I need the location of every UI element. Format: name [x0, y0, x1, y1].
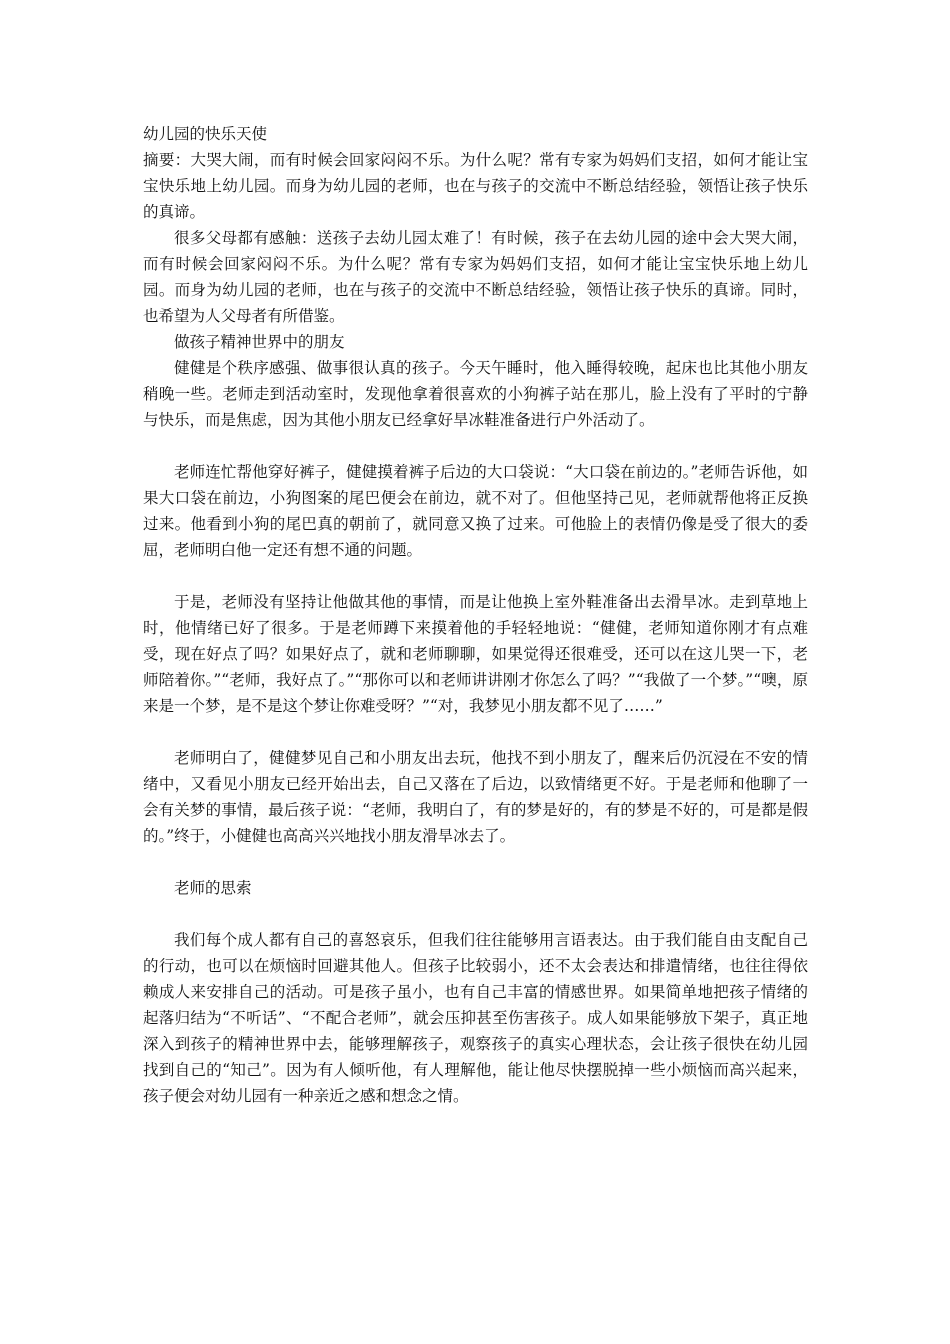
- section-heading-friend: 做孩子精神世界中的朋友: [174, 333, 345, 351]
- reflection-paragraph: 我们每个成人都有自己的喜怒哀乐，但我们往往能够用言语表达。由于我们能自由支配自己的行动，也可以在烦恼时回避其他人。但孩子比较弱小，还不太会表达和排遣情绪，也往往得依赖成人来安排自己的活动。可是孩子虽小，也有自己丰富的情感世界。如果简单地把孩子情绪的起落归结为“不听话”、“不配合老师”，就会压抑甚至伤害孩子。成人如果能够放下架子，真正地深入到孩子的精神世界中去，能够理解孩子，观察孩子的真实心理状态，会让孩子很快在幼儿园找到自己的“知己”。因为有人倾听他，有人理解他，能让他尽快摆脱掉一些小烦恼而高兴起来，孩子便会对幼儿园有一种亲近之感和想念之情。: [143, 931, 808, 1105]
- document-body: [143, 121, 808, 1109]
- story-paragraph-2: 老师连忙帮他穿好裤子，健健摸着裤子后边的大口袋说：“大口袋在前边的。”老师告诉他，如果大口袋在前边，小狗图案的尾巴便会在前边，就不对了。但他坚持己见，老师就帮他将正反换过来。他看到小狗的尾巴真的朝前了，就同意又换了过来。可他脸上的表情仍像是受了很大的委屈，老师明白他一定还有想不通的问题。: [143, 463, 808, 559]
- section-heading-reflection: 老师的思索: [174, 879, 252, 897]
- story-paragraph-4: 老师明白了，健健梦见自己和小朋友出去玩，他找不到小朋友了，醒来后仍沉浸在不安的情绪中，又看见小朋友已经开始出去，自己又落在了后边，以致情绪更不好。于是老师和他聊了一会有关梦的事情，最后孩子说：“老师，我明白了，有的梦是好的，有的梦是不好的，可是都是假的。”终于，小健健也高高兴兴地找小朋友滑旱冰去了。: [143, 749, 808, 845]
- story-paragraph-3: 于是，老师没有坚持让他做其他的事情，而是让他换上室外鞋准备出去滑旱冰。走到草地上时，他情绪已好了很多。于是老师蹲下来摸着他的手轻轻地说：“健健，老师知道你刚才有点难受，现在好点了吗？如果好点了，就和老师聊聊，如果觉得还很难受，还可以在这儿哭一下，老师陪着你。”“老师，我好点了。”“那你可以和老师讲讲刚才你怎么了吗？”“我做了一个梦。”“噢，原来是一个梦，是不是这个梦让你难受呀？”“对，我梦见小朋友都不见了……”: [143, 593, 808, 715]
- intro-paragraph: 很多父母都有感触：送孩子去幼儿园太难了！有时候，孩子在去幼儿园的途中会大哭大闹，而有时候会回家闷闷不乐。为什么呢？常有专家为妈妈们支招，如何才能让宝宝快乐地上幼儿园。而身为幼儿园的老师，也在与孩子的交流中不断总结经验，领悟让孩子快乐的真谛。同时，也希望为人父母者有所借鉴。: [143, 229, 808, 325]
- story-paragraph-1: 健健是个秩序感强、做事很认真的孩子。今天午睡时，他入睡得较晚，起床也比其他小朋友稍晚一些。老师走到活动室时，发现他拿着很喜欢的小狗裤子站在那儿，脸上没有了平时的宁静与快乐，而是焦虑，因为其他小朋友已经拿好旱冰鞋准备进行户外活动了。: [143, 359, 808, 429]
- document-title: 幼儿园的快乐天使: [143, 125, 268, 143]
- abstract-paragraph: 摘要：大哭大闹，而有时候会回家闷闷不乐。为什么呢？常有专家为妈妈们支招，如何才能让宝宝快乐地上幼儿园。而身为幼儿园的老师，也在与孩子的交流中不断总结经验，领悟让孩子快乐的真谛。: [143, 151, 808, 221]
